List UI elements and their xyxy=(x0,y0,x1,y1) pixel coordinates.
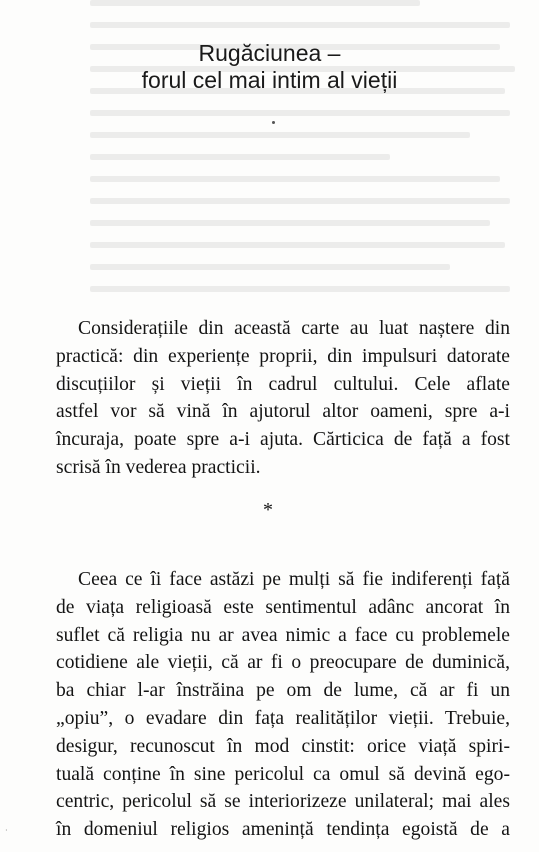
text-line: în domeniul religios amenință tendința egoistă de a xyxy=(56,819,510,841)
text-line: astfel vor să vină în ajutorul altor oameni, spre a-i xyxy=(56,401,510,423)
text-line: cotidiene ale vieții, că ar fi o preocupare de duminică, xyxy=(56,652,510,674)
text-line: tuală conține în sine pericolul ca omul să devină ego- xyxy=(56,763,510,785)
text-line: Ceea ce îi face astăzi pe mulți să fie indiferenți față xyxy=(78,569,510,590)
text-line: suflet că religia nu ar avea nimic a face cu problemele xyxy=(56,624,510,646)
chapter-title xyxy=(0,40,539,94)
text-line: „opiu”, o evadare din fața realităților vieții. Trebuie, xyxy=(56,707,510,729)
text-line: încuraja, poate spre a-i ajuta. Cărticica de față a fost xyxy=(56,429,510,451)
text-line: scrisă în vederea practicii. xyxy=(56,456,261,478)
paragraph-2 xyxy=(56,566,510,844)
text-line: practică: din experiențe proprii, din impulsuri datorate xyxy=(56,345,510,367)
scan-speck: · xyxy=(5,826,8,835)
chapter-title-line-1: Rugăciunea – xyxy=(198,40,341,66)
section-separator-asterisk: * xyxy=(263,499,273,521)
chapter-title-line-2: forul cel mai intim al vieții xyxy=(141,67,398,93)
text-line: ba chiar l-ar înstrăina pe om de lume, că ar fi un xyxy=(56,680,510,702)
title-dot xyxy=(272,121,275,124)
text-line: Considerațiile din această carte au luat naștere din xyxy=(78,318,510,339)
paragraph-1 xyxy=(56,315,510,482)
text-line: desigur, recunoscut în mod cinstit: orice viață spiri- xyxy=(56,735,510,757)
text-line: centric, pericolul să se interiorizeze unilateral; mai ales xyxy=(56,791,510,813)
text-line: de viața religioasă este sentimentul adânc ancorat în xyxy=(56,596,510,618)
text-line: discuțiilor și vieții în cadrul cultului. Cele aflate xyxy=(56,373,510,395)
